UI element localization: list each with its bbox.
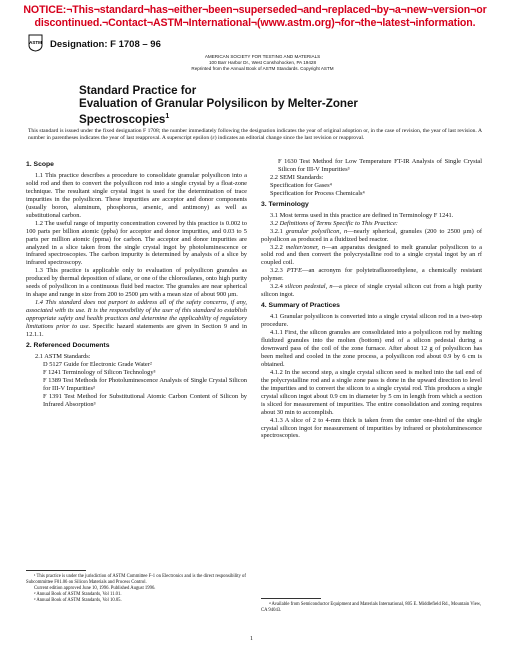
paragraph-1-3: 1.3 This practice is applicable only to evaluation of polysilicon granules as produced by thermal deposition of silane, or one of the chlorosilanes, onto high purity seeds of polysilicon in a continuous fluid bed reactor. The granules are near spherical in shape and range in size from 200 to 2500 μm with a mean size of about 900 μm.: [26, 267, 247, 299]
section-heading-terminology: 3. Terminology: [261, 200, 309, 208]
footnote-rule-left: [26, 570, 86, 571]
safety-statement: 1.4 This standard does not purport to address all of the safety concerns, if any, associated with its use. It is the responsibility of the user of this standard to establish appropriate safety and health practices and determine the applicability of regulatory limitations prior to use.: [26, 299, 247, 331]
notice-line-2: discontinued.¬Contact¬ASTM¬International¬(www.astm.org)¬for¬the¬latest¬information.: [34, 17, 476, 29]
issuance-note: This standard is issued under the fixed designation F 1708; the number immediately following the designation indicates the year of original adoption or, in the case of revision, the year of last revision. A number in parentheses indicates the year of last reapproval. A superscript epsilon (ε) indicates an editorial change since the last revision or reapproval.: [28, 128, 482, 142]
paragraph-1-1: 1.1 This practice describes a procedure to consolidate granular polysilicon into a solid rod and then to convert the polysilicon rod into a single crystal by a float-zone technique. The resultant single crystal ingot is used for the determination of trace impurities in the polysilicon. These impurities are acceptor and donor components (usually boron, aluminum, phosphorus, arsenic, and antimony) as well as substitutional carbon.: [26, 171, 247, 219]
footnote-2: ² Annual Book of ASTM Standards, Vol 11.01.: [34, 592, 122, 597]
notice-line-1: NOTICE:¬This¬standard¬has¬either¬been¬superseded¬and¬replaced¬by¬a¬new¬version¬or: [23, 4, 487, 16]
definition-melter-zoner: 3.2.2 melter/zoner, n—an apparatus designed to melt granular polysilicon to a solid rod and then convert the polycrystalline rod to a single crystal ingot by an rf coupled coil.: [261, 243, 482, 267]
term-melter-zoner: melter/zoner, n: [285, 243, 326, 251]
reprint-note: Reprinted from the Annual Book of ASTM Standards. Copyright ASTM: [191, 66, 334, 71]
left-footnotes: [26, 574, 247, 604]
section-heading-summary: 4. Summary of Practices: [261, 302, 340, 310]
section-heading-referenced-documents: 2. Referenced Documents: [26, 341, 110, 349]
title-line-2: Evaluation of Granular Polysilicon by Melter-Zoner: [79, 96, 358, 110]
paragraph-4-1-1: 4.1.1 First, the silicon granules are consolidated into a polysilicon rod by melting fluidized granules into the molten (bottom) end of a silicon pedestal during a downward pass of the coil of the zone furnace. After about 12 g of polysilicon has been melted and cooled in the zone process, a polysilicon rod about 0.9 by 6 cm is obtained.: [261, 329, 482, 368]
svg-text:ASTM: ASTM: [29, 40, 42, 45]
definition-granular-polysilicon: 3.2.1 granular polysilicon, n—nearly spherical, granules (200 to 2500 μm) of polysilicon as produced in a fluidized bed reactor.: [261, 227, 482, 243]
page-number: 1: [250, 636, 253, 642]
paragraph-3-1: 3.1 Most terms used in this practice are defined in Terminology F 1241.: [270, 211, 454, 219]
hazard-reference: Specific hazard statements are given in Section 9 and in 12.1.1.: [26, 323, 247, 339]
section-heading-scope: 1. Scope: [26, 161, 54, 168]
semi-spec-gases: Specification for Gases⁴: [270, 181, 332, 189]
society-name: AMERICAN SOCIETY FOR TESTING AND MATERIALS: [204, 54, 321, 59]
definition-ptfe: 3.2.3 PTFE—an acronym for polytetrafluoroethylene, a chemically resistant polymer.: [261, 267, 482, 283]
footnote-4: ⁴ Available from Semiconductor Equipment and Materials International, 805 E. Middlefield Rd., Mountain View, CA 94043.: [261, 602, 482, 613]
paragraph-4-1-3: 4.1.3 A slice of 2 to 4-mm thick is taken from the center one-third of the single crystal silicon ingot for measurement of impurities by infrared or photoluminescence spectroscopies.: [261, 416, 482, 440]
title-line-1: Standard Practice for: [79, 84, 197, 97]
document-title: [79, 85, 409, 126]
semi-spec-chemicals: Specification for Process Chemicals⁴: [270, 189, 365, 197]
term-silicon-pedestal: silicon pedestal, n: [285, 283, 333, 291]
society-address: 100 Barr Harbor Dr., West Conshohocken, PA 19428: [208, 60, 317, 65]
footnote-rule-right: [261, 598, 321, 599]
paragraph-1-4: [26, 299, 247, 339]
reference-f1389: F 1389 Test Methods for Photoluminescence Analysis of Single Crystal Silicon for III-V Impurities³: [43, 376, 247, 392]
reference-d5127: D 5127 Guide for Electronic Grade Water²: [43, 360, 152, 368]
semi-standards-label: 2.2 SEMI Standards:: [270, 173, 324, 181]
term-ptfe: PTFE: [286, 267, 303, 275]
term-granular-polysilicon: granular polysilicon, n: [285, 227, 348, 235]
footnote-3: ³ Annual Book of ASTM Standards, Vol 10.05.: [34, 598, 122, 603]
astm-logo-icon: [28, 34, 43, 52]
reference-f1630: F 1630 Test Method for Low Temperature FT-IR Analysis of Single Crystal Silicon for III-V Impurities³: [278, 158, 482, 173]
paragraph-3-2: 3.2 Definitions of Terms Specific to This Practice:: [270, 219, 398, 227]
definition-silicon-pedestal: 3.2.4 silicon pedestal, n—a piece of single crystal silicon cut from a high purity silicon ingot.: [261, 283, 482, 299]
footnote-1: ¹ This practice is under the jurisdiction of ASTM Committee F-1 on Electronics and is the direct responsibility of Subcommittee F01.06 on Silicon Materials and Process Control.: [26, 574, 246, 585]
reference-f1241: F 1241 Terminology of Silicon Technology³: [43, 368, 156, 376]
withdrawal-notice: [0, 4, 510, 30]
paragraph-4-1: 4.1 Granular polysilicon is converted into a single crystal silicon rod in a two-step procedure.: [261, 313, 482, 329]
title-line-3: Spectroscopies$^1$: [79, 112, 170, 126]
paragraph-4-1-2: 4.1.2 In the second step, a single crystal silicon seed is melted into the tail end of the polycrystalline rod and a single zone pass is done in the upward direction to level the impurities and to convert the silicon to a single crystal rod. This produces a single crystal silicon ingot about 0.9 cm in diameter by 5 cm in length from which a section is sliced for measurement of impurities. The entire consolidation and zoning requires about 30 min to accomplish.: [261, 368, 482, 416]
astm-standards-label: 2.1 ASTM Standards:: [35, 352, 91, 360]
footnote-1-edition: Current edition approved June 10, 1996. Published August 1996.: [34, 586, 156, 591]
right-footnotes: [261, 602, 482, 614]
paragraph-1-2: 1.2 The useful range of impurity concentration covered by this practice is 0.002 to 100 parts per billion atomic (ppba) for acceptor and donor impurities, and 0.03 to 5 parts per million atomic (ppma) for carbon. The acceptor and donor impurities are analyzed in a slice taken from the single crystal ingot by photoluminescence or infrared spectroscopies. The carbon impurity is determined by analysis of a slice by infrared spectroscopy.: [26, 219, 247, 267]
publisher-block: [175, 54, 350, 72]
title-footnote-ref: 1: [165, 112, 170, 120]
reference-f1391: F 1391 Test Method for Substitutional Atomic Carbon Content of Silicon by Infrared Absorption³: [43, 392, 247, 408]
right-column: [261, 158, 482, 440]
left-column: [26, 158, 247, 409]
designation: Designation: F 1708 – 96: [50, 39, 161, 50]
